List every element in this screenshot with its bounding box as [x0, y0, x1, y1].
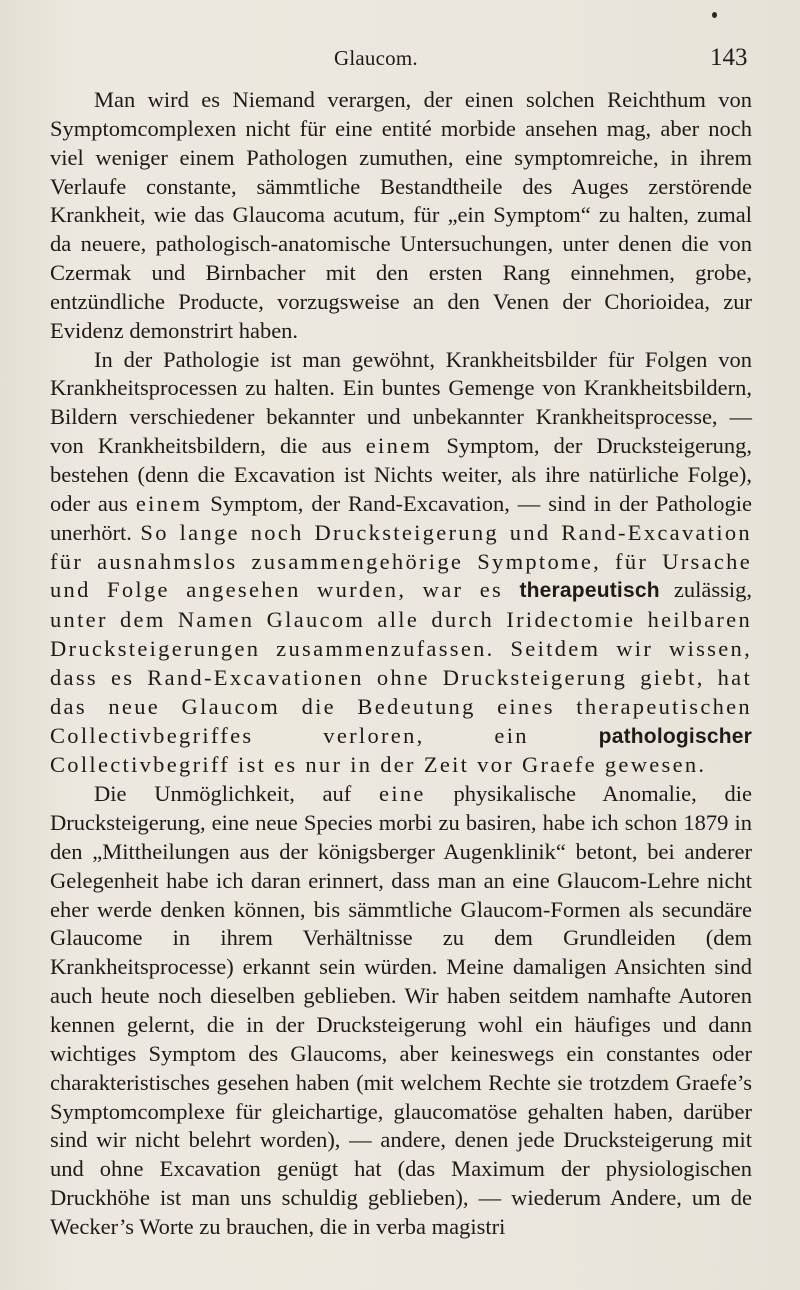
body-text — [50, 86, 752, 1242]
ink-speck — [712, 12, 717, 18]
text-segment-normal: Symptom, der Drucksteigerung, bestehen (denn die Excavation ist Nichts weiter, als ihre natürliche Folge), oder aus — [50, 433, 753, 516]
paragraph — [50, 780, 752, 1242]
text-segment-normal: In der Pathologie ist man gewöhnt, Krankheitsbilder für Folgen von Krankheitsprocessen zu halten. Ein buntes Gemenge von Krankheitsbildern, Bildern verschiedener bekannter und unbekannter Krankheitsprocesse, — von Krankheitsbildern, die aus — [50, 346, 752, 459]
paragraph — [50, 346, 752, 781]
text-segment-normal: Die Unmöglichkeit, auf — [94, 781, 380, 807]
text-segment-normal: Symptom, der Rand-Excavation, — sind in der Pathologie unerhört. — [50, 490, 752, 545]
text-segment-normal: Man wird es Niemand verargen, der einen solchen Reichthum von Symptomcomplexen nicht für eine entité morbide ansehen mag, aber noch viel weniger einem Pathologen zumuthen, eine symptomreiche, in ihrem Verlaufe constante, sämmtliche Bestandtheile des Auges zerstörende Krankheit, wie das Glaucoma acutum, für „ein Symptom“ zu halten, zumal da neuere, pathologisch-anatomische Untersuchungen, unter denen die von Czermak und Birnbacher mit den ersten Rang einnehmen, grobe, entzündliche Producte, vorzugsweise an den Venen der Chorioidea, zur Evidenz demonstrirt haben. — [50, 87, 752, 343]
paragraph — [50, 86, 752, 346]
text-segment-spaced: einem — [365, 433, 433, 459]
text-segment-spaced: eine — [379, 781, 426, 807]
page-number: 143 — [710, 44, 748, 71]
text-segment-spaced: Collectivbegriff ist es nur in der Zeit vor Graefe gewesen. — [50, 752, 707, 778]
text-segment-spaced: So lange noch Drucksteigerung und Rand-Excavation für ausnahmslos zusammengehörige Symptome, für Ursache und Folge angesehen wurden, war es — [50, 519, 752, 603]
text-segment-spaced: unter dem Namen Glaucom alle durch Iridectomie heilbaren Drucksteigerungen zusammenzufassen. Seitdem wir wissen, dass es Rand-Excavationen ohne Drucksteigerung giebt, hat das neue Glaucom die Bedeutung eines therapeutischen Collectivbegriffes verloren, ein — [50, 607, 752, 748]
running-head — [0, 44, 800, 74]
text-segment-normal: zulässig, — [659, 577, 752, 603]
text-segment-spaced: einem — [135, 490, 203, 516]
text-segment-bold: therapeutisch — [519, 579, 660, 603]
text-segment-bold: pathologischer — [598, 724, 752, 748]
running-title: Glaucom. — [334, 46, 418, 70]
text-segment-normal: physikalische Anomalie, die Drucksteigerung, eine neue Species morbi zu basiren, habe ich schon 1879 in den „Mittheilungen aus der königsberger Augenklinik“ betont, bei anderer Gelegenheit habe ich daran erinnert, dass man an eine Glaucom-Lehre nicht eher werde denken können, bis sämmtliche Glaucom-Formen als secundäre Glaucome in ihrem Verhältnisse zu dem Grundleiden (dem Krankheitsprocesse) erkannt sein würden. Meine damaligen Ansichten sind auch heute noch dieselben geblieben. Wir haben seitdem namhafte Autoren kennen gelernt, die in der Drucksteigerung wohl ein häufiges und dann wichtiges Symptom des Glaucoms, aber keineswegs ein constantes oder charakteristisches gesehen haben (mit welchem Rechte sie trotzdem Graefe’s Symptomcomplexe für gleichartige, glaucomatöse gehalten haben, darüber sind wir nicht belehrt worden), — andere, denen jede Drucksteigerung mit und ohne Excavation genügt hat (das Maximum der physiologischen Druckhöhe ist man uns schuldig geblieben), — wiederum Andere, um de Wecker’s Worte zu brauchen, die in verba magistri — [50, 781, 752, 1239]
